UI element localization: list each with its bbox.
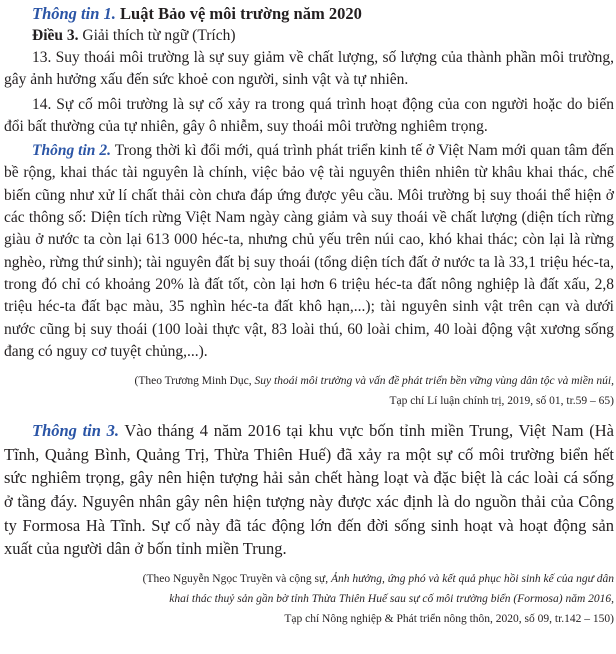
definition-13: 13. Suy thoái môi trường là sự suy giảm về chất lượng, số lượng của thành phần môi trường, gây ảnh hưởng xấu đến sức khoẻ con người, sinh vật và tự nhiên. [4,49,614,89]
info1-label: Thông tin 1. [32,4,116,23]
info3-citation-line2 [4,589,614,609]
info2-cite-source: Tạp chí Lí luận chính trị, 2019, số 01, tr.59 – 65) [389,395,614,408]
article-heading [4,25,614,47]
info3-label: Thông tin 3. [32,421,119,441]
info1-title: Luật Bảo vệ môi trường năm 2020 [120,4,362,23]
article-title: Giải thích từ ngữ (Trích) [82,27,236,44]
info3-cite-title-2: khai thác thuỷ sản gần bờ tỉnh Thừa Thiên Huế sau sự cố môi trường biển (Formosa) năm 2016, [169,592,614,605]
info3-cite-author: (Theo Nguyễn Ngọc Truyền và cộng sự, [142,572,331,585]
info2-cite-title: Suy thoái môi trường và vấn đề phát triển bền vững vùng dân tộc và miền núi, [254,375,614,388]
definition-14: 14. Sự cố môi trường là sự cố xảy ra trong quá trình hoạt động của con người hoặc do biến đổi bất thường của tự nhiên, gây ô nhiễm, suy thoái môi trường nghiêm trọng. [4,95,614,135]
info3-text: Vào tháng 4 năm 2016 tại khu vực bốn tỉnh miền Trung, Việt Nam (Hà Tĩnh, Quảng Bình, Quảng Trị, Thừa Thiên Huế) đã xảy ra một sự cố môi trường biển hết sức nghiêm trọng, gây nên hiện tượng hải sản chết hàng loạt và đặc biệt là các loài cá sống ở tầng đáy. Nguyên nhân gây nên hiện tượng này được xác định là do nguồn thải của Công ty Formosa Hà Tĩnh. Sự cố này đã tác động lớn đến đời sống sinh hoạt và hoạt động sản xuất của người dân ở bốn tỉnh miền Trung. [4,421,614,559]
info2-paragraph [4,140,614,363]
info3-cite-title-1: Ảnh hưởng, ứng phó và kết quả phục hồi sinh kế của ngư dân [330,572,614,585]
info2-label: Thông tin 2. [32,142,112,160]
info3-cite-source: Tạp chí Nông nghiệp & Phát triển nông thôn, 2020, số 09, tr.142 – 150) [284,612,614,625]
info2-citation [4,371,614,391]
info3-paragraph [4,419,614,561]
info2-text: Trong thời kì đổi mới, quá trình phát triển kinh tế ở Việt Nam mới quan tâm đến bề rộng, khai thác tài nguyên là chính, việc bảo vệ tài nguyên thiên nhiên từ khâu khai thác, chế biến cũng như xử lí chất thải còn chưa đáp ứng được yêu cầu. Môi trường bị suy thoái thể hiện ở các thông số: Diện tích rừng Việt Nam ngày càng giảm và suy thoái về chất lượng (diện tích rừng giàu ở nước ta còn lại 613 000 héc-ta, nhưng chủ yếu trên núi cao, khó khai thác; còn lại là rừng nghèo, rừng thứ sinh); tài nguyên đất bị suy thoái (tổng diện tích đất ở nước ta là 33,1 triệu héc-ta, trong đó chỉ có khoảng 20% là đất tốt, còn lại hơn 6 triệu héc-ta đất nông nghiệp là đất xấu, 2,8 triệu héc-ta đất bạc màu, 35 nghìn héc-ta đất khô hạn,...); tài nguyên sinh vật trên cạn và dưới nước cũng bị suy thoái (100 loài thực vật, 83 loài thú, 60 loài chim, 40 loài động vật xương sống đang có nguy cơ tuyệt chủng,...). [4,142,614,360]
info3-citation [4,569,614,589]
info2-cite-author: (Theo Trương Minh Dục, [134,375,255,388]
article-number: Điều 3. [32,27,79,44]
info1-heading [4,3,614,25]
